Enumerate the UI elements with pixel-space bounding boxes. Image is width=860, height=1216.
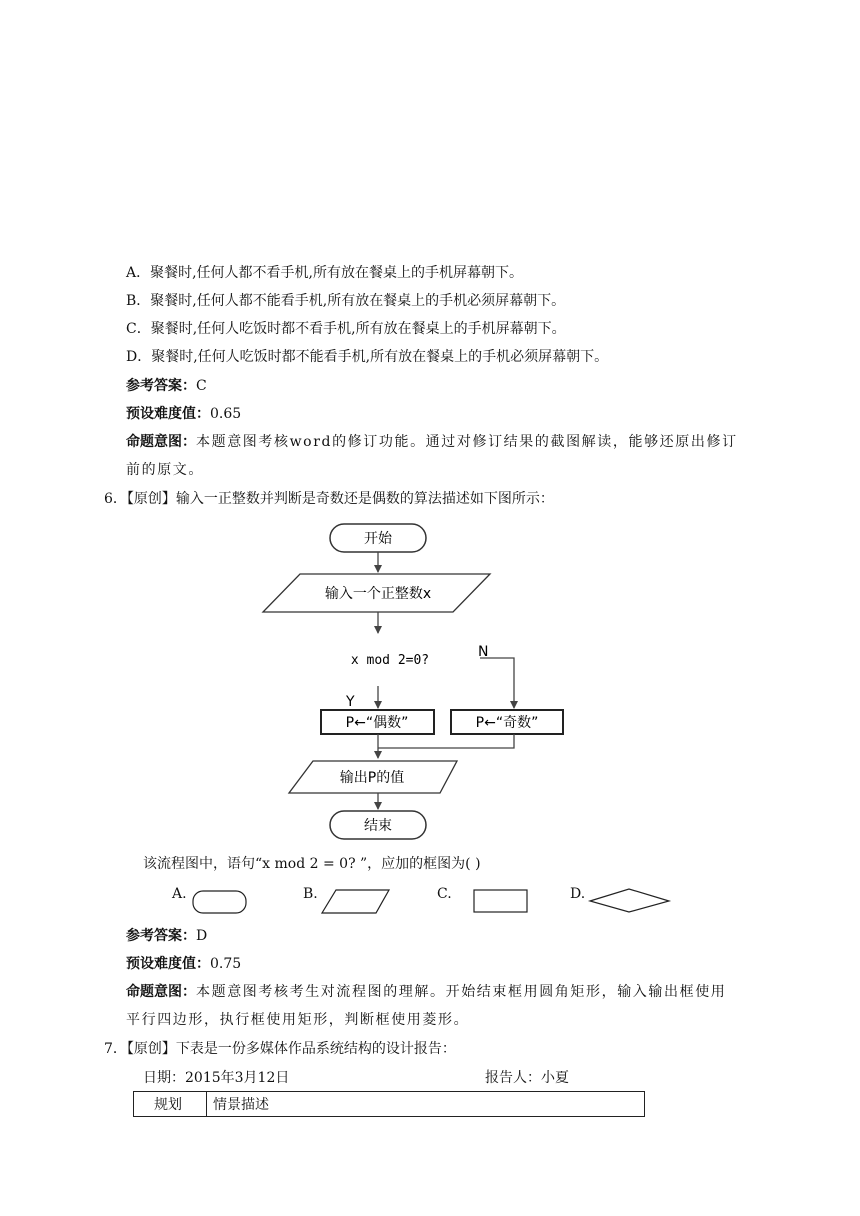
choice-c-label: C. — [437, 886, 452, 902]
table-header-plan: 规划 — [134, 1092, 207, 1117]
table-header-row — [134, 1092, 645, 1117]
design-report-table — [133, 1091, 645, 1117]
report-author: 报告人：小夏 — [485, 1070, 569, 1086]
rectangle-icon — [474, 890, 527, 912]
intent-text-cont: 前的原文。 — [126, 462, 204, 478]
parallelogram-icon — [322, 890, 389, 913]
option-d: D．聚餐时,任何人吃饭时都不能看手机,所有放在餐桌上的手机必须屏幕朝下。 — [126, 349, 609, 365]
difficulty-label: 预设难度值： — [126, 956, 210, 972]
input-label: 输入一个正整数x — [324, 586, 432, 602]
answer-label: 参考答案： — [126, 378, 196, 394]
start-label: 开始 — [364, 531, 392, 547]
output-label: 输出P的值 — [339, 770, 405, 786]
difficulty-value: 0.65 — [210, 406, 242, 422]
intent-text-cont: 平行四边形，执行框使用矩形，判断框使用菱形。 — [126, 1012, 470, 1028]
question-text: 【原创】输入一正整数并判断是奇数还是偶数的算法描述如下图所示： — [126, 491, 554, 507]
choice-a-label: A. — [172, 886, 187, 902]
difficulty-label: 预设难度值： — [126, 406, 210, 422]
question-7-stem — [104, 1039, 456, 1059]
rounded-rectangle-icon — [193, 891, 246, 913]
intent-label: 命题意图： — [126, 984, 196, 1000]
option-a: A．聚餐时,任何人都不看手机,所有放在餐桌上的手机屏幕朝下。 — [126, 265, 524, 281]
intent-row — [126, 982, 726, 1002]
choice-shapes — [0, 880, 860, 920]
answer-value: C — [196, 378, 207, 394]
question-number: 7． — [104, 1041, 127, 1057]
decision-label: x mod 2=0? — [350, 653, 430, 668]
difficulty-row — [126, 954, 241, 974]
question-number: 6． — [104, 491, 127, 507]
intent-label: 命题意图： — [126, 434, 196, 450]
table-header-scene: 情景描述 — [207, 1092, 645, 1117]
no-branch-label: N — [478, 644, 489, 660]
question-text: 【原创】下表是一份多媒体作品系统结构的设计报告： — [126, 1041, 456, 1057]
odd-process-label: P←“奇数” — [475, 715, 539, 731]
even-process-label: P←“偶数” — [345, 715, 409, 731]
merge-line — [378, 734, 514, 748]
choice-d-label: D. — [570, 886, 586, 902]
answer-label: 参考答案： — [126, 928, 196, 944]
answer-row — [126, 926, 207, 946]
choice-b-label: B. — [303, 886, 318, 902]
option-b: B．聚餐时,任何人都不能看手机,所有放在餐桌上的手机必须屏幕朝下。 — [126, 293, 566, 309]
answer-value: D — [196, 928, 208, 944]
intent-text: 本题意图考核考生对流程图的理解。开始结束框用圆角矩形，输入输出框使用 — [196, 984, 727, 1000]
yes-branch-label: Y — [346, 694, 355, 710]
question-6-prompt: 该流程图中，语句“x mod 2 = 0? ”，应加的框图为( ) — [143, 856, 481, 872]
no-branch-arrow — [480, 658, 514, 708]
difficulty-value: 0.75 — [210, 956, 242, 972]
intent-text: 本题意图考核word的修订功能。通过对修订结果的截图解读，能够还原出修订 — [196, 434, 738, 450]
option-c: C．聚餐时,任何人吃饭时都不看手机,所有放在餐桌上的手机屏幕朝下。 — [126, 321, 566, 337]
report-date: 日期：2015年3月12日 — [143, 1070, 290, 1086]
end-label: 结束 — [364, 818, 392, 834]
diamond-icon — [590, 889, 669, 912]
